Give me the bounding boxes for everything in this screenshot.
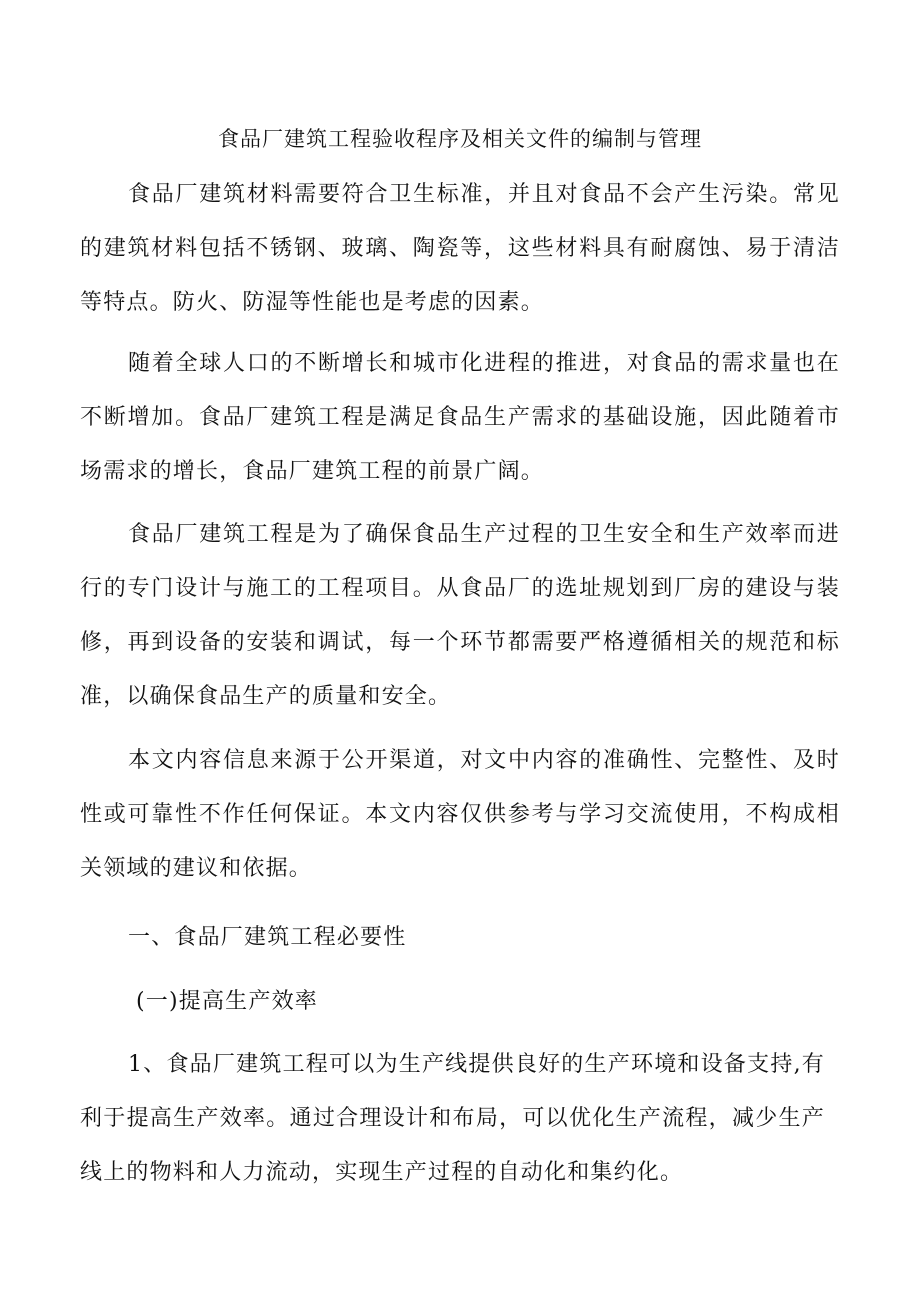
subsection-heading: (一)提高生产效率 [136, 989, 318, 1014]
document-title: 食品厂建筑工程验收程序及相关文件的编制与管理 [218, 127, 702, 151]
paragraph-demand-growth: 随着全球人口的不断增长和城市化进程的推进，对食品的需求量也在不断增加。食品厂建筑工程是满足食品生产需求的基础设施，因此随着市场需求的增长，食品厂建筑工程的前景广阔。 [80, 351, 840, 484]
paragraph-disclaimer: 本文内容信息来源于公开渠道，对文中内容的准确性、完整性、及时性或可靠性不作任何保证。本文内容仅供参考与学习交流使用，不构成相关领域的建议和依据。 [80, 748, 840, 881]
paragraph-project-definition: 食品厂建筑工程是为了确保食品生产过程的卫生安全和生产效率而进行的专门设计与施工的工程项目。从食品厂的选址规划到厂房的建设与装修，再到设备的安装和调试，每一个环节都需要严格遵循相关的规范和标准，以确保食品生产的质量和安全。 [80, 522, 840, 709]
paragraph-production-efficiency: 1、食品厂建筑工程可以为生产线提供良好的生产环境和设备支持,有利于提高生产效率。通过合理设计和布局，可以优化生产流程，减少生产线上的物料和人力流动，实现生产过程的自动化和集约化。 [80, 1052, 825, 1185]
section-heading: 一、食品厂建筑工程必要性 [128, 925, 407, 950]
paragraph-building-materials: 食品厂建筑材料需要符合卫生标准，并且对食品不会产生污染。常见的建筑材料包括不锈钢、玻璃、陶瓷等，这些材料具有耐腐蚀、易于清洁等特点。防火、防湿等性能也是考虑的因素。 [80, 182, 840, 315]
